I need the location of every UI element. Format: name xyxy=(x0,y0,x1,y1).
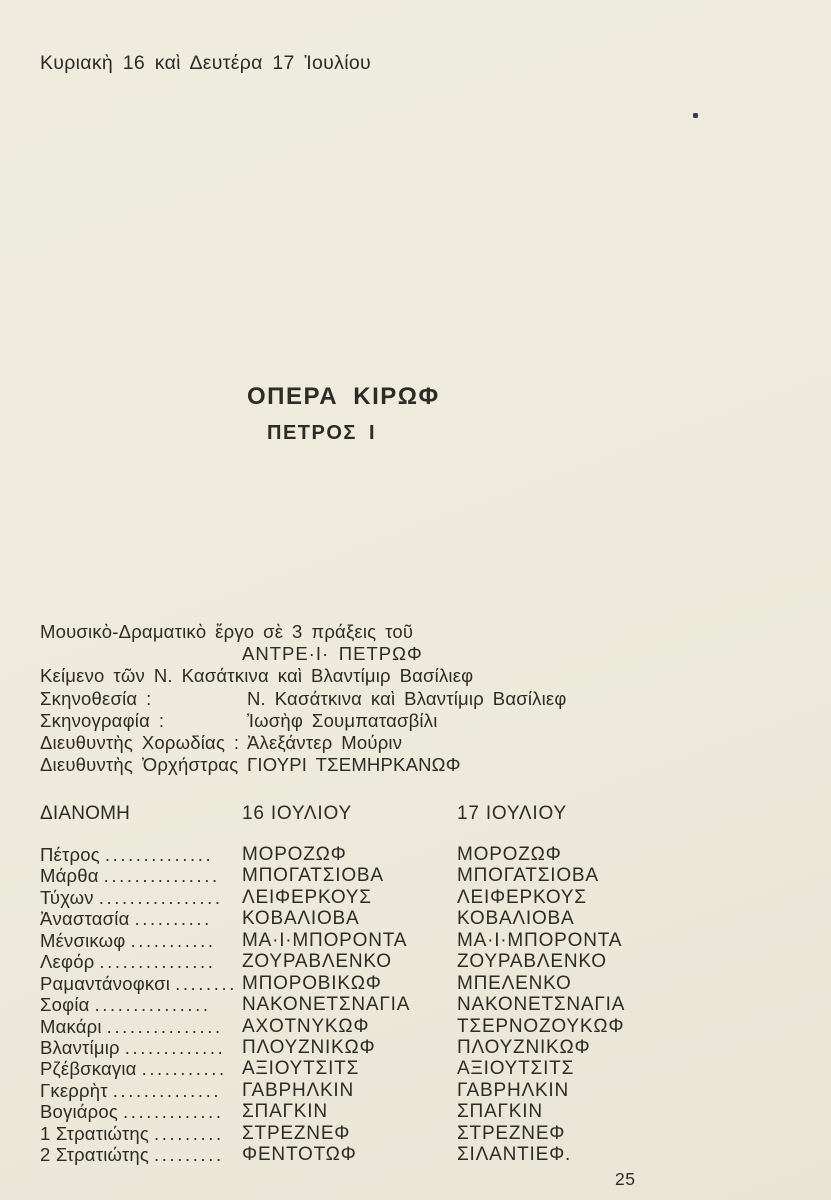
leader-dots: ............. xyxy=(123,1101,224,1123)
cast-july16: ΑΞΙΟΥΤΣΙΤΣ xyxy=(242,1058,360,1080)
cast-table-header xyxy=(40,803,567,825)
leader-dots: ......... xyxy=(154,1144,224,1166)
cast-july16: ΛΕΙΦΕΡΚΟΥΣ xyxy=(242,886,372,908)
cast-role-cell xyxy=(40,1101,242,1122)
cast-row xyxy=(40,930,800,951)
cast-table-body xyxy=(40,844,800,1166)
header-july16: 16 ΙΟΥΛΙΟΥ xyxy=(242,803,352,824)
cast-row xyxy=(40,1080,800,1101)
cast-july17: ΣΤΡΕΖΝΕΦ xyxy=(457,1122,566,1144)
cast-july17: ΖΟΥΡΑΒΛΕΝΚΟ xyxy=(457,951,607,973)
cast-july16: ΖΟΥΡΑΒΛΕΝΚΟ xyxy=(242,951,392,973)
credit-label: Διευθυντὴς Χορωδίας : xyxy=(40,731,240,753)
credit-value: Ἀλεξάντερ Μούριν xyxy=(247,731,403,753)
header-role: ΔΙΑΝΟΜΗ xyxy=(40,803,131,824)
credit-row-conductor xyxy=(40,754,640,776)
cast-role-cell xyxy=(40,1037,242,1058)
cast-row xyxy=(40,844,800,865)
cast-role-cell xyxy=(40,930,242,951)
cast-july17: ΠΛΟΥΖΝΙΚΩΦ xyxy=(457,1036,591,1058)
cast-row xyxy=(40,973,800,994)
cast-role: 2 Στρατιώτης xyxy=(40,1144,150,1166)
cast-role: Λεφόρ xyxy=(40,951,95,973)
cast-july17: ΜΑ·Ι·ΜΠΟΡΟΝΤΑ xyxy=(457,929,623,951)
cast-role-cell xyxy=(40,1016,242,1037)
cast-july16: ΦΕΝΤΟΤΩΦ xyxy=(242,1144,357,1166)
cast-july17: ΣΠΑΓΚΙΝ xyxy=(457,1101,543,1123)
cast-july17: ΣΙΛΑΝΤΙΕΦ. xyxy=(457,1144,572,1166)
page-number: 25 xyxy=(615,1169,636,1189)
cast-july16: ΜΠΟΡΟΒΙΚΩΦ xyxy=(242,972,382,994)
cast-role: Μένσικωφ xyxy=(40,929,126,951)
cast-july16: ΜΑ·Ι·ΜΠΟΡΟΝΤΑ xyxy=(242,929,408,951)
leader-dots: ........... xyxy=(141,1058,227,1080)
credit-row-scenography xyxy=(40,710,640,732)
cast-role-cell xyxy=(40,1080,242,1101)
header-july17: 17 ΙΟΥΛΙΟΥ xyxy=(457,803,567,824)
cast-role: Πέτρος xyxy=(40,844,100,865)
leader-dots: ............... xyxy=(103,865,220,887)
cast-role-cell xyxy=(40,973,242,994)
leader-dots: ........ xyxy=(175,972,237,994)
credit-value: Ν. Κασάτκινα καὶ Βλαντίμιρ Βασίλιεφ xyxy=(247,687,567,709)
cast-role: Βογιάρος xyxy=(40,1101,119,1123)
leader-dots: .......... xyxy=(134,908,212,930)
credit-label: Διευθυντὴς Ὀρχήστρας : xyxy=(40,754,253,776)
cast-row xyxy=(40,1144,800,1165)
cast-row xyxy=(40,1058,800,1079)
cast-july17: ΜΠΕΛΕΝΚΟ xyxy=(457,972,572,994)
cast-july16: ΣΠΑΓΚΙΝ xyxy=(242,1101,328,1123)
cast-role-cell xyxy=(40,1144,242,1165)
cast-july16: ΑΧΟΤΝΥΚΩΦ xyxy=(242,1015,370,1037)
cast-row xyxy=(40,1037,800,1058)
leader-dots: ............. xyxy=(124,1036,226,1058)
credit-label: Σκηνογραφία : xyxy=(40,709,165,731)
leader-dots: ................ xyxy=(98,886,223,908)
cast-role: Γκερρὴτ xyxy=(40,1079,108,1101)
cast-july17: ΤΣΕΡΝΟΖΟΥΚΩΦ xyxy=(457,1015,625,1037)
work-description: Μουσικὸ-Δραματικὸ ἔργο σὲ 3 πράξεις τοῦ xyxy=(40,621,414,642)
cast-row xyxy=(40,994,800,1015)
cast-july16: ΣΤΡΕΖΝΕΦ xyxy=(242,1122,351,1144)
credit-value: Ἰωσὴφ Σουμπατασβίλι xyxy=(247,709,438,731)
cast-role-cell xyxy=(40,1058,242,1079)
cast-role: Τύχων xyxy=(40,886,94,908)
leader-dots: ........... xyxy=(130,929,216,951)
cast-role-cell xyxy=(40,865,242,886)
cast-role-cell xyxy=(40,951,242,972)
leader-dots: ............... xyxy=(94,994,211,1016)
cast-role-cell xyxy=(40,994,242,1015)
credit-label: Σκηνοθεσία : xyxy=(40,687,152,709)
cast-row xyxy=(40,908,800,929)
cast-role: Ἀναστασία xyxy=(40,908,130,930)
cast-july16: ΝΑΚΟΝΕΤΣΝΑΓΙΑ xyxy=(242,994,411,1016)
paper-speck xyxy=(693,113,698,118)
cast-row xyxy=(40,1101,800,1122)
libretto-credit: Κείμενο τῶν Ν. Κασάτκινα καὶ Βλαντίμιρ Βασίλιεφ xyxy=(40,665,474,687)
cast-role: Μακάρι xyxy=(40,1015,102,1037)
cast-july17: ΛΕΙΦΕΡΚΟΥΣ xyxy=(457,886,587,908)
cast-july16: ΠΛΟΥΖΝΙΚΩΦ xyxy=(242,1036,376,1058)
leader-dots: ............... xyxy=(106,1015,223,1037)
credit-value: ΓΙΟΥΡΙ ΤΣΕΜΗΡΚΑΝΩΦ xyxy=(247,754,461,776)
cast-role-cell xyxy=(40,844,242,865)
cast-role: Μάρθα xyxy=(40,865,99,887)
credit-row-chorus-master xyxy=(40,732,640,754)
cast-row xyxy=(40,951,800,972)
cast-role: 1 Στρατιώτης xyxy=(40,1122,150,1144)
cast-july17: ΜΠΟΓΑΤΣΙΟΒΑ xyxy=(457,865,599,887)
work-title: ΠΕΤΡΟΣ Ι xyxy=(267,422,377,444)
cast-row xyxy=(40,887,800,908)
production-details xyxy=(40,621,640,776)
cast-role: Βλαντίμιρ xyxy=(40,1036,120,1058)
cast-row xyxy=(40,1123,800,1144)
credit-row-direction xyxy=(40,688,640,710)
cast-role-cell xyxy=(40,908,242,929)
cast-july16: ΓΑΒΡΗΛΚΙΝ xyxy=(242,1079,355,1101)
leader-dots: ......... xyxy=(154,1122,224,1144)
cast-row xyxy=(40,865,800,886)
cast-july17: ΑΞΙΟΥΤΣΙΤΣ xyxy=(457,1058,575,1080)
cast-july17: ΚΟΒΑΛΙΟΒΑ xyxy=(457,908,575,930)
title-block xyxy=(247,383,440,445)
date-heading: Κυριακὴ 16 καὶ Δευτέρα 17 Ἰουλίου xyxy=(40,52,371,74)
cast-july17: ΓΑΒΡΗΛΚΙΝ xyxy=(457,1079,570,1101)
cast-july17: ΜΟΡΟΖΩΦ xyxy=(457,844,562,865)
cast-role: Σοφία xyxy=(40,994,90,1016)
cast-role: Ραμαντάνοφκσι xyxy=(40,972,171,994)
cast-july16: ΚΟΒΑΛΙΟΒΑ xyxy=(242,908,360,930)
cast-july16: ΜΠΟΓΑΤΣΙΟΒΑ xyxy=(242,865,384,887)
leader-dots: ............... xyxy=(99,951,216,973)
cast-row xyxy=(40,1016,800,1037)
cast-july16: ΜΟΡΟΖΩΦ xyxy=(242,844,347,865)
company-title: ΟΠΕΡΑ ΚΙΡΩΦ xyxy=(247,383,440,410)
composer-name: ΑΝΤΡΕ·Ι· ΠΕΤΡΩΦ xyxy=(242,643,423,665)
cast-role-cell xyxy=(40,887,242,908)
leader-dots: .............. xyxy=(112,1079,222,1101)
cast-role-cell xyxy=(40,1123,242,1144)
cast-july17: ΝΑΚΟΝΕΤΣΝΑΓΙΑ xyxy=(457,994,626,1016)
leader-dots: .............. xyxy=(104,844,214,865)
cast-role: Ρζέβσκαγια xyxy=(40,1058,137,1080)
